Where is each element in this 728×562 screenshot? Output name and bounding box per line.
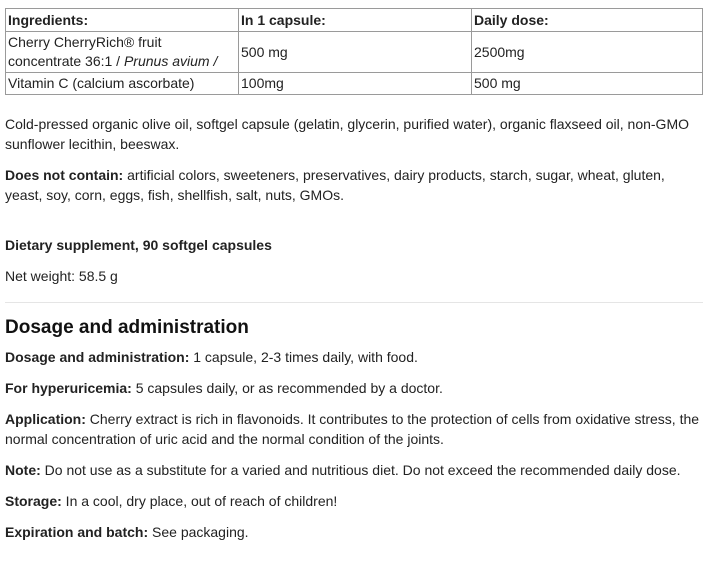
hyperuricemia: For hyperuricemia: 5 capsules daily, or as recommended by a doctor. (5, 380, 443, 396)
ingredient-daily: 500 mg (472, 73, 703, 95)
section-divider (5, 302, 703, 303)
ingredient-per-capsule: 100mg (239, 73, 472, 95)
table-header-row (6, 9, 703, 32)
header-ingredients: Ingredients: (6, 9, 239, 32)
ingredient-name: Vitamin C (calcium ascorbate) (6, 73, 239, 95)
ingredient-daily: 2500mg (472, 32, 703, 73)
header-daily-dose: Daily dose: (472, 9, 703, 32)
header-per-capsule: In 1 capsule: (239, 9, 472, 32)
ingredient-name: Cherry CherryRich® fruit concentrate 36:1 / Prunus avium / (6, 32, 239, 73)
note: Note: Do not use as a substitute for a varied and nutritious diet. Do not exceed the recommended daily dose. (5, 462, 681, 478)
storage: Storage: In a cool, dry place, out of reach of children! (5, 493, 338, 509)
ingredient-per-capsule: 500 mg (239, 32, 472, 73)
dosage: Dosage and administration: 1 capsule, 2-3 times daily, with food. (5, 349, 418, 365)
other-ingredients: Cold-pressed organic olive oil, softgel capsule (gelatin, glycerin, purified water), organic flaxseed oil, non-GMO sunflower lecithin, beeswax. (5, 116, 689, 152)
product-info (5, 8, 703, 542)
net-weight: Net weight: 58.5 g (5, 268, 118, 284)
expiration: Expiration and batch: See packaging. (5, 524, 249, 540)
application: Application: Cherry extract is rich in flavonoids. It contributes to the protection of cells from oxidative stress, the normal concentration of uric acid and the normal condition of the joints. (5, 411, 700, 447)
table-row (6, 32, 703, 73)
does-not-contain: Does not contain: artificial colors, sweeteners, preservatives, dairy products, starch, sugar, wheat, gluten, yeast, soy, corn, eggs, fish, shellfish, salt, nuts, GMOs. (5, 167, 665, 203)
ingredients-table (5, 8, 703, 95)
supplement-title: Dietary supplement, 90 softgel capsules (5, 237, 272, 253)
table-row (6, 73, 703, 95)
section-heading: Dosage and administration (5, 317, 249, 338)
